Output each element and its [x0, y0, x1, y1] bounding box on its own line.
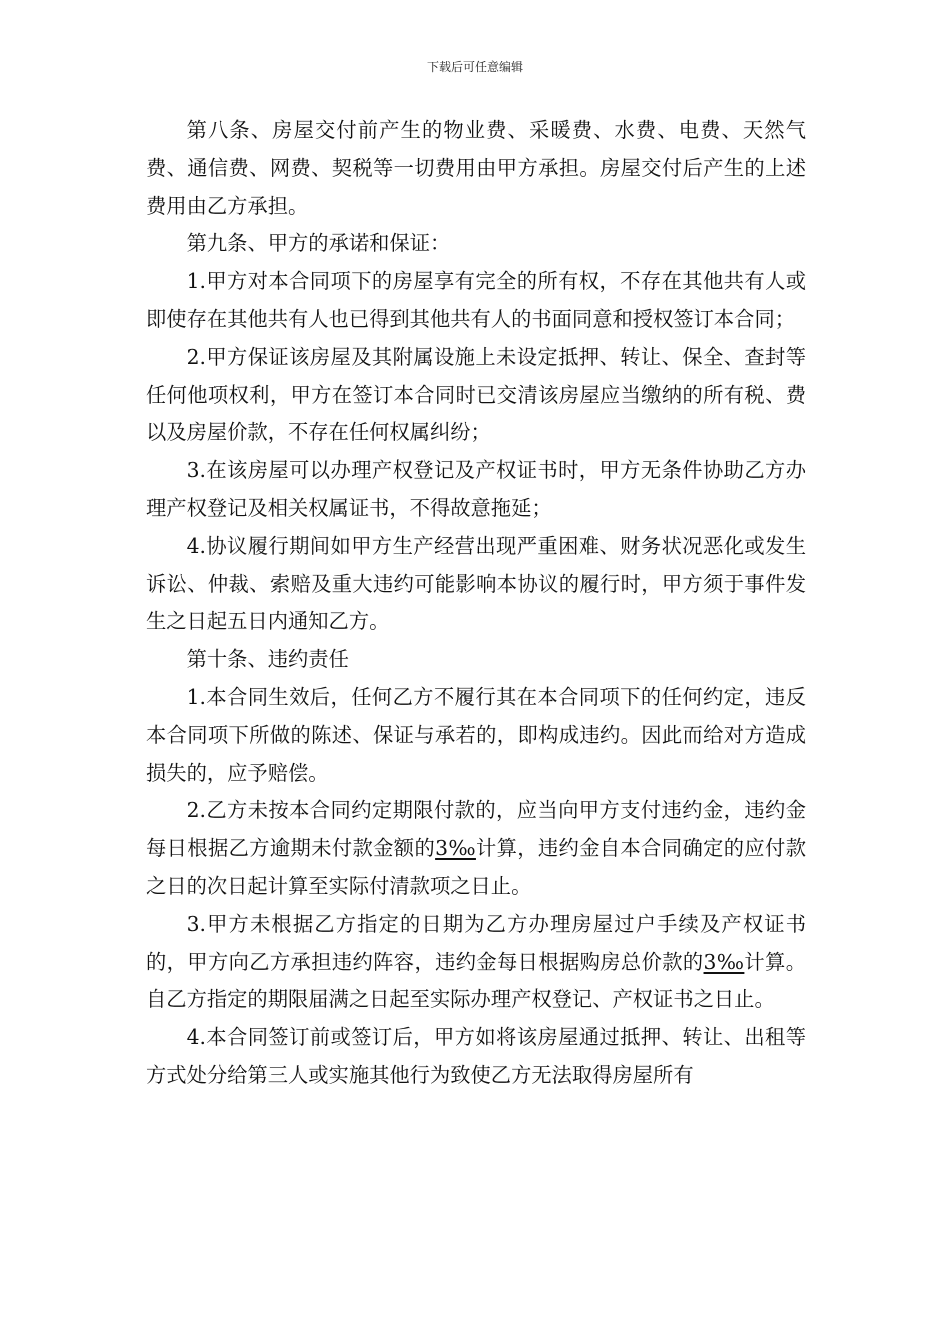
article-10-item-3-text-b: 计算。自乙方指定的期限届满之日起至实际办理产权登记、产权证书之日止。: [146, 949, 806, 1012]
article-10-item-2-text-a: 2.乙方未按本合同约定期限付款的，应当向甲方支付违约金，违约金每日根据乙方逾期未付款金额的: [146, 798, 806, 861]
article-9-item-4: 4.协议履行期间如甲方生产经营出现严重困难、财务状况恶化或发生诉讼、仲裁、索赔及重大违约可能影响本协议的履行时，甲方须于事件发生之日起五日内通知乙方。: [146, 533, 806, 634]
article-9-item-2: 2.甲方保证该房屋及其附属设施上未设定抵押、转让、保全、查封等任何他项权利，甲方在签订本合同时已交清该房屋应当缴纳的所有税、费以及房屋价款，不存在任何权属纠纷；: [146, 344, 806, 445]
penalty-rate-underlined: 3‰: [435, 836, 476, 861]
article-10-item-3: [146, 906, 806, 1019]
penalty-rate-underlined: 3‰: [703, 949, 745, 974]
article-8-paragraph: 第八条、房屋交付前产生的物业费、采暖费、水费、电费、天然气费、通信费、网费、契税等一切费用由甲方承担。房屋交付后产生的上述费用由乙方承担。: [146, 118, 806, 218]
document-body: [146, 112, 806, 1095]
article-10-item-2: [146, 792, 806, 905]
article-9-item-1: 1.甲方对本合同项下的房屋享有完全的所有权，不存在其他共有人或即使存在其他共有人也已得到其他共有人的书面同意和授权签订本合同；: [146, 269, 806, 331]
article-10-heading: 第十条、违约责任: [186, 647, 349, 672]
article-10-item-2-text-b: 计算，违约金自本合同确定的应付款之日的次日起计算至实际付清款项之日止。: [146, 836, 806, 898]
header-note: 下载后可任意编辑: [426, 60, 523, 74]
article-10-item-3-text-a: 3.甲方未根据乙方指定的日期为乙方办理房屋过户手续及产权证书的，甲方向乙方承担违约阵容，违约金每日根据购房总价款的: [146, 911, 806, 974]
article-9-heading: 第九条、甲方的承诺和保证：: [186, 231, 451, 256]
article-10-item-4: 4.本合同签订前或签订后，甲方如将该房屋通过抵押、转让、出租等方式处分给第三人或实施其他行为致使乙方无法取得房屋所有: [146, 1025, 806, 1087]
article-10-item-1: 1.本合同生效后，任何乙方不履行其在本合同项下的任何约定，违反本合同项下所做的陈述、保证与承若的，即构成违约。因此而给对方造成损失的，应予赔偿。: [146, 684, 806, 785]
article-9-item-3: 3.在该房屋可以办理产权登记及产权证书时，甲方无条件协助乙方办理产权登记及相关权属证书，不得故意拖延；: [146, 458, 806, 520]
